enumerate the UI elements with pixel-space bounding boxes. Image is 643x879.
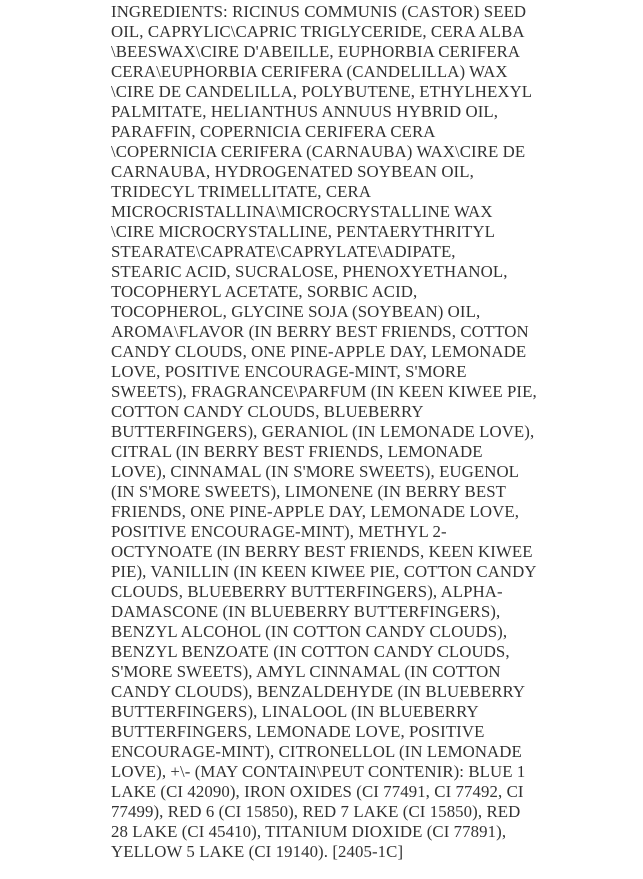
ingredients-text-line: CARNAUBA, HYDROGENATED SOYBEAN OIL, xyxy=(111,162,474,181)
ingredients-text-line: (IN S'MORE SWEETS), LIMONENE (IN BERRY BEST xyxy=(111,482,506,501)
ingredients-text-line: CERA\EUPHORBIA CERIFERA (CANDELILLA) WAX xyxy=(111,62,508,81)
ingredients-text-line: OCTYNOATE (IN BERRY BEST FRIENDS, KEEN KIWEE xyxy=(111,542,533,561)
ingredients-text-line: \CIRE MICROCRYSTALLINE, PENTAERYTHRITYL xyxy=(111,222,495,241)
ingredients-text-line: BUTTERFINGERS), GERANIOL (IN LEMONADE LOVE), xyxy=(111,422,535,441)
ingredients-text-line: CANDY CLOUDS, ONE PINE-APPLE DAY, LEMONADE xyxy=(111,342,527,361)
ingredients-text-line: BUTTERFINGERS), LINALOOL (IN BLUEBERRY xyxy=(111,702,479,721)
ingredients-text-line: CLOUDS, BLUEBERRY BUTTERFINGERS), ALPHA- xyxy=(111,582,503,601)
ingredients-text-line: MICROCRISTALLINA\MICROCRYSTALLINE WAX xyxy=(111,202,493,221)
ingredients-text-line: TRIDECYL TRIMELLITATE, CERA xyxy=(111,182,372,201)
ingredients-text-line: ENCOURAGE-MINT), CITRONELLOL (IN LEMONADE xyxy=(111,742,522,761)
ingredients-text-line: BENZYL BENZOATE (IN COTTON CANDY CLOUDS, xyxy=(111,642,510,661)
ingredients-text-line: BENZYL ALCOHOL (IN COTTON CANDY CLOUDS), xyxy=(111,622,508,641)
ingredients-text-line: S'MORE SWEETS), AMYL CINNAMAL (IN COTTON xyxy=(111,662,501,681)
ingredients-text-line: SWEETS), FRAGRANCE\PARFUM (IN KEEN KIWEE PIE, xyxy=(111,382,537,401)
ingredients-text-line: LOVE, POSITIVE ENCOURAGE-MINT, S'MORE xyxy=(111,362,467,381)
ingredients-text-line: FRIENDS, ONE PINE-APPLE DAY, LEMONADE LOVE, xyxy=(111,502,519,521)
ingredients-text-line: \CIRE DE CANDELILLA, POLYBUTENE, ETHYLHEXYL xyxy=(111,82,533,101)
ingredients-text-line: TOCOPHERYL ACETATE, SORBIC ACID, xyxy=(111,282,418,301)
ingredients-text-line: LOVE), +\- (MAY CONTAIN\PEUT CONTENIR): BLUE 1 xyxy=(111,762,526,781)
ingredients-text-line: COTTON CANDY CLOUDS, BLUEBERRY xyxy=(111,402,424,421)
ingredients-text-line: TOCOPHEROL, GLYCINE SOJA (SOYBEAN) OIL, xyxy=(111,302,481,321)
ingredients-text-line: PARAFFIN, COPERNICIA CERIFERA CERA xyxy=(111,122,436,141)
ingredients-text-line: 77499), RED 6 (CI 15850), RED 7 LAKE (CI 15850), RED xyxy=(111,802,521,821)
ingredients-text-line: PALMITATE, HELIANTHUS ANNUUS HYBRID OIL, xyxy=(111,102,499,121)
ingredients-text-line: STEARIC ACID, SUCRALOSE, PHENOXYETHANOL, xyxy=(111,262,508,281)
ingredients-text-line: PIE), VANILLIN (IN KEEN KIWEE PIE, COTTON CANDY xyxy=(111,562,537,581)
ingredients-text-line: 28 LAKE (CI 45410), TITANIUM DIOXIDE (CI 77891), xyxy=(111,822,507,841)
ingredients-text-line: AROMA\FLAVOR (IN BERRY BEST FRIENDS, COTTON xyxy=(111,322,529,341)
ingredients-text-line: DAMASCONE (IN BLUEBERRY BUTTERFINGERS), xyxy=(111,602,501,621)
ingredients-text-line: CITRAL (IN BERRY BEST FRIENDS, LEMONADE xyxy=(111,442,483,461)
ingredients-text-line: LAKE (CI 42090), IRON OXIDES (CI 77491, CI 77492, CI xyxy=(111,782,524,801)
ingredients-text-line: \COPERNICIA CERIFERA (CARNAUBA) WAX\CIRE DE xyxy=(111,142,526,161)
ingredients-text-line: POSITIVE ENCOURAGE-MINT), METHYL 2- xyxy=(111,522,447,541)
ingredients-text-line: YELLOW 5 LAKE (CI 19140). [2405-1C] xyxy=(111,842,404,861)
ingredients-document xyxy=(111,2,561,862)
ingredients-text-line: \BEESWAX\CIRE D'ABEILLE, EUPHORBIA CERIFERA xyxy=(111,42,521,61)
ingredients-text-line: STEARATE\CAPRATE\CAPRYLATE\ADIPATE, xyxy=(111,242,456,261)
ingredients-text-line: OIL, CAPRYLIC\CAPRIC TRIGLYCERIDE, CERA ALBA xyxy=(111,22,525,41)
ingredients-text-line: LOVE), CINNAMAL (IN S'MORE SWEETS), EUGENOL xyxy=(111,462,520,481)
ingredients-text-line: CANDY CLOUDS), BENZALDEHYDE (IN BLUEBERRY xyxy=(111,682,526,701)
ingredients-text-line: INGREDIENTS: RICINUS COMMUNIS (CASTOR) SEED xyxy=(111,2,527,21)
ingredients-text-line: BUTTERFINGERS, LEMONADE LOVE, POSITIVE xyxy=(111,722,485,741)
